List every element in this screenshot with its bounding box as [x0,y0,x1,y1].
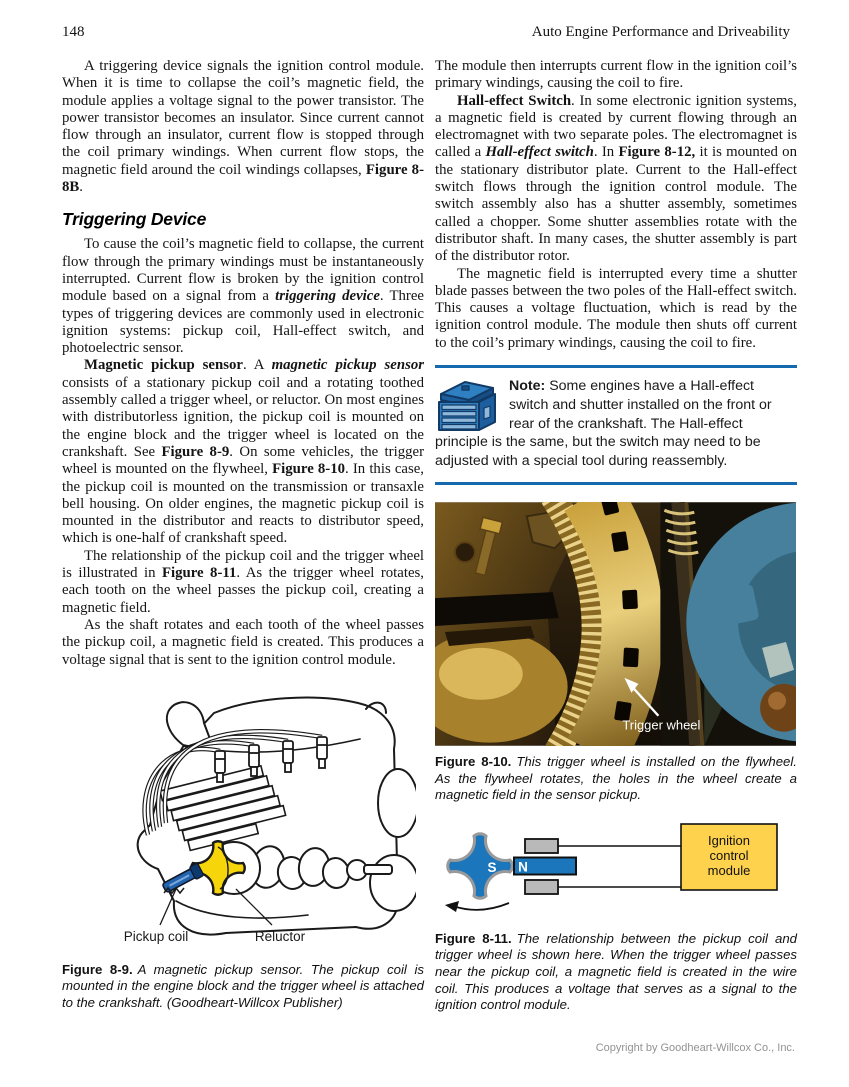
label-reluctor: Reluctor [254,928,306,944]
module-line-3: module [707,862,751,878]
caption-figure-8-10 [435,754,797,804]
figure-8-11-diagram [435,818,797,923]
section-heading-triggering-device: Triggering Device [62,209,207,230]
module-line-1: Ignition [708,832,750,848]
running-title: Auto Engine Performance and Driveability [531,24,790,40]
label-north-pole: N [518,859,528,875]
paragraph-triggering-device: To cause the coil’s magnetic field to collapse, the current flow through the primary windings must be instantaneously interrupted. Current flow is broken by the ignition control module based on a signal from a triggering device. Three types of triggering devices are commonly used in electronic ignition systems: pickup coil, Hall-effect switch, and photoelectric sensor. [62,236,424,357]
caption-label-8-9: Figure 8-9. [62,961,133,977]
paragraph-shaft-rotates: As the shaft rotates and each tooth of the wheel passes the pickup coil, a magnetic field is created. This produces a voltage signal that is sent to the ignition control module. [62,616,424,668]
paragraph-pickup-relationship: The relationship of the pickup coil and the trigger wheel is illustrated in Figure 8-11. As the trigger wheel rotates, each tooth on the wheel passes the pickup coil, creating a magnetic field. [62,547,424,616]
caption-text-8-10: This trigger wheel is installed on the flywheel. As the flywheel rotates, the holes in the wheel create a magnetic field in the sensor pickup. [435,754,797,803]
pickup-coil-diagram [435,818,797,923]
caption-label-8-10: Figure 8-10. [435,754,512,770]
note-box [435,365,797,485]
paragraph-hall-effect-switch: Hall-effect Switch. In some electronic ignition systems, a magnetic field is created by current flowing through an electromagnet with two separate poles. The electromagnet is called a Hall-effect switch. In Figure 8-12, it is mounted on the stationary distributor plate. Current to the Hall-effect switch flows through the ignition control module. The switch assembly also has a shutter assembly, sometimes called a chopper. Some shutter assemblies rotate with the distributor shaft. In many cases, the shutter assembly is part of the distributor rotor. [435,92,797,265]
paragraph-magnetic-field-interrupted: The magnetic field is interrupted every time a shutter blade passes between the two poles of the Hall-effect switch. This causes a voltage fluctuation, which is read by the ignition control module. The module then shuts off current to the coil’s primary windings, causing the coil to fire. [435,265,797,351]
trigger-wheel-star [448,834,513,899]
caption-figure-8-11 [435,931,797,1014]
upper-pole [525,839,558,853]
caption-text-8-11: The relationship between the pickup coil and trigger wheel is shown here. When the trigger wheel passes near the pickup coil, a magnetic field is created in the wire coil. This produces a voltage that serves as a signal to the ignition control module. [435,930,797,1013]
label-south-pole: S [487,859,497,875]
paragraph-module-interrupts: The module then interrupts current flow in the ignition coil’s primary windings, causing the coil to fire. [435,58,797,92]
copyright-line: Copyright by Goodheart-Willcox Co., Inc. [595,1042,795,1054]
paragraph-magnetic-pickup-sensor: Magnetic pickup sensor. A magnetic pickup sensor consists of a stationary pickup coil and a rotating toothed assembly called a trigger wheel, or reluctor. On most engines with distributorless ignition, the pickup coil is mounted on the engine block and the trigger wheel is located on the crankshaft. See Figure 8-9. On some vehicles, the trigger wheel is mounted on the flywheel, Figure 8-10. In this case, the pickup coil is mounted on the transmission or transaxle bell housing. On older engines, the magnetic pickup coil is mounted in the distributor and reacts to distributor speed, which is one-half of crankshaft speed. [62,357,425,547]
caption-figure-8-9 [62,962,424,1012]
page-number: 148 [62,24,85,40]
module-line-2: control [709,847,749,863]
paragraph-triggering-intro: A triggering device signals the ignition control module. When it is time to collapse the coil’s magnetic field, the module applies a voltage signal to the power transistor. The power transistor becomes an insulator. Since current cannot flow through an insulator, current flow is stopped through the coil primary windings. When current flow stops, the magnetic field around the coil windings collapses, Figure 8-8B. [62,58,425,196]
page-header [62,24,790,41]
left-column [62,58,424,1027]
note-text: Note: Some engines have a Hall-effect switch and shutter installed on the front or rear of the crankshaft. The Hall-effect principle is the same, but the switch may need to be adjusted with a special tool during reassembly. [435,378,772,470]
figure-8-10-photo [435,502,796,746]
right-column [435,58,797,1027]
two-column-layout [62,58,797,1027]
engine-line-art [68,687,416,949]
photo-label-trigger-wheel: Trigger wheel [622,717,701,733]
caption-label-8-11: Figure 8-11. [435,930,512,946]
label-pickup-coil: Pickup coil [123,928,189,944]
toolbox-icon [435,379,499,433]
caption-text-8-9: A magnetic pickup sensor. The pickup coil is mounted in the engine block and the trigger wheel is attached to the crankshaft. (Goodheart-Willcox Publisher) [62,961,425,1010]
rotation-arrow [453,903,509,910]
trigger-wheel-photo [435,502,796,746]
figure-8-9-engine-drawing [68,687,416,954]
lower-pole [525,880,558,894]
